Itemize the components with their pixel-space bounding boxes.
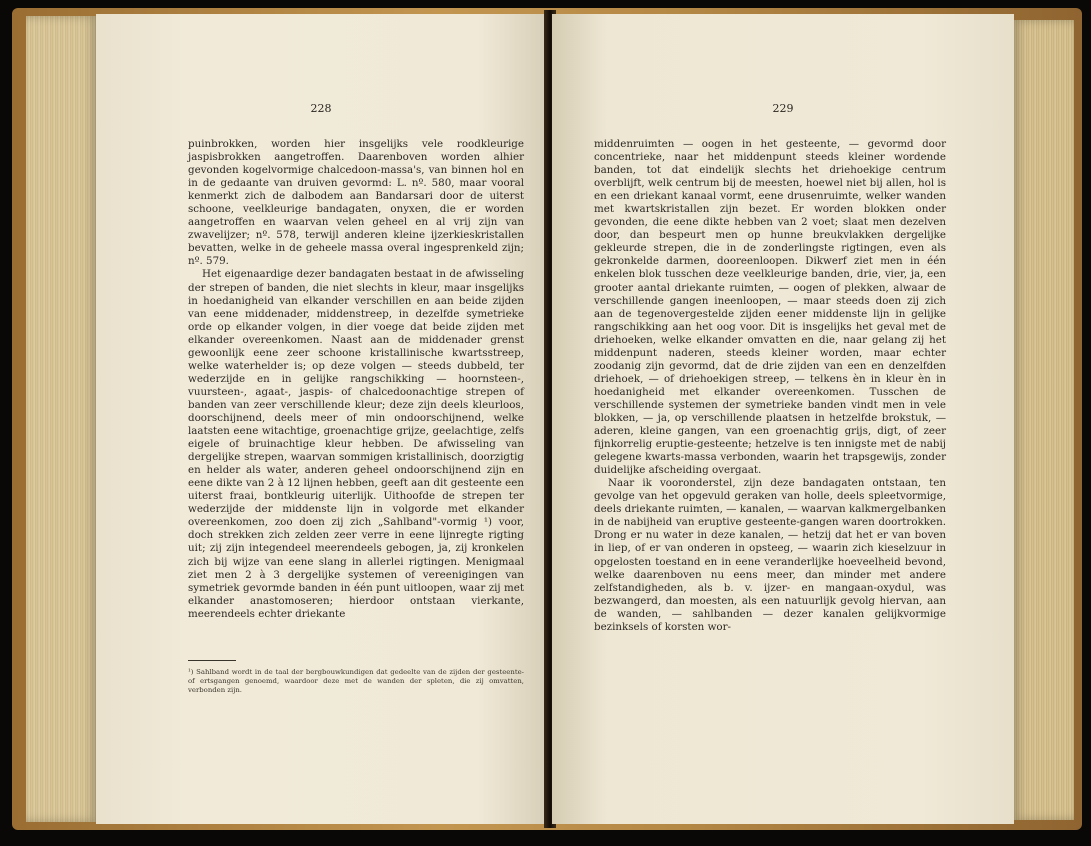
right-page xyxy=(552,14,1014,824)
left-page xyxy=(96,14,546,824)
footnote-rule xyxy=(188,660,236,661)
left-page-text xyxy=(188,138,524,621)
page-number-right: 229 xyxy=(772,102,794,115)
left-paragraph-2: Het eigenaardige dezer bandagaten bestaat in de afwisseling der strepen of banden, die niet slechts in kleur, maar insgelijks in hoedanigheid van elkander verschillen en aan beide zijden van eene middenader, middenstreep, in dezelfde symetrieke orde op elkander volgen, in dier voege dat beide zijden met elkander overeenkomen. Naast aan de middenader grenst gewoonlijk eene zeer schoone kristallinische kwartsstreep, welke waterhelder is; op deze volgen — steeds dubbeld, ter wederzijde en in gelijke rangschikking — hoornsteen-, vuursteen-, agaat-, jaspis- of chalcedoonachtige strepen of banden van zeer verschillende kleur; deze zijn deels kleurloos, doorschijnend, deels meer of min ondoorschijnend, welke laatsten eene witachtige, groenachtige grijze, geelachtige, zelfs eigele of bruinachtige kleur hebben. De afwisseling van dergelijke strepen, waarvan sommigen kristallinisch, doorzigtig en helder als water, anderen geheel ondoorschijnend zijn en eene dikte van 2 à 12 lijnen hebben, geeft aan dit gesteente een uiterst fraai, bontkleurig uiterlijk. Uithoofde de strepen ter wederzijde der middenste lijn in volgorde met elkander overeenkomen, zoo doen zij zich „Sahlband"-vormig ¹) voor, doch strekken zich zelden zeer verre in eene lijnregte rigting uit; zij zijn integendeel meerendeels gebogen, ja, zij kronkelen zich bij wijze van eene slang in allerlei rigtingen. Menigmaal ziet men 2 à 3 dergelijke systemen of vereenigingen van symetriek gevormde banden in één punt uitloopen, waar zij met elkander anastomoseren; hierdoor ontstaan vierkante, meerendeels echter driekante xyxy=(188,268,524,620)
page-edges-left xyxy=(26,16,98,822)
left-paragraph-1: puinbrokken, worden hier insgelijks vele roodkleurige jaspisbrokken aangetroffen. Daarenboven worden alhier gevonden kogelvormige chalcedoon-massa's, van binnen hol en in de gedaante van druiven gevormd: L. nº. 580, maar vooral kenmerkt zich de dalbodem aan Bandarsari door de uiterst schoone, veelkleurige bandagaten, onyxen, die er worden aangetroffen en waarvan velen geheel en al vrij zijn van zwavelijzer; nº. 578, terwijl anderen kleine ijzerkieskristallen bevatten, welke in de geheele massa overal ingesprenkeld zijn; nº. 579. xyxy=(188,138,524,268)
page-number-left: 228 xyxy=(310,102,332,115)
page-edges-right xyxy=(1012,20,1074,820)
footnote: ¹) Sahlband wordt in de taal der bergbouwkundigen dat gedeelte van de zijden der gesteente- of ertsgangen genoemd, waardoor deze met de wanden der spleten, die zij omvatten, verbonden zijn. xyxy=(188,668,524,694)
right-paragraph-2: Naar ik vooronderstel, zijn deze bandagaten ontstaan, ten gevolge van het opgevuld geraken van holle, deels spleetvormige, deels driekante ruimten, — kanalen, — waarvan kalkmergelbanken in de nabijheid van eruptive gesteente-gangen waren doortrokken. Drong er nu water in deze kanalen, — hetzij dat het er van boven in liep, of er van onderen in opsteeg, — waarin zich kieselzuur in opgelosten toestand en in eene veranderlijke hoeveelheid bevond, welke daarenboven nu eens meer, dan minder met andere zelfstandigheden, als b. v. ijzer- en mangaan-oxydul, was bezwangerd, dan moesten, als een natuurlijk gevolg hiervan, aan de wanden, — sahlbanden — dezer kanalen gelijkvormige bezinksels of korsten wor- xyxy=(594,477,946,633)
right-paragraph-1: middenruimten — oogen in het gesteente, — gevormd door concentrieke, naar het middenpunt steeds kleiner wordende banden, tot dat eindelijk slechts het driehoekige centrum overblijft, welk centrum bij de meesten, hoewel niet bij allen, hol is en een driekant kanaal vormt, eene drusenruimte, welker wanden met kwartskristallen zijn bezet. Er worden blokken onder gevonden, die eene dikte hebben van 2 voet; slaat men dezelven door, dan bespeurt men op hunne breukvlakken dergelijke gekleurde strepen, die in de zonderlingste rigtingen, even als gekronkelde darmen, dooreenloopen. Dikwerf ziet men in één enkelen blok tusschen deze veelkleurige banden, drie, vier, ja, een grooter aantal driekante ruimten, — oogen of plekken, alwaar de verschillende gangen ineenloopen, — maar steeds doen zij zich aan de tegenovergestelde zijden eener middenste lijn in gelijke rangschikking aan het oog voor. Dit is insgelijks het geval met de driehoeken, welke elkander omvatten en die, naar gelang zij het middenpunt naderen, steeds kleiner worden, maar echter zoodanig zijn gevormd, dat de drie zijden van een en denzelfden driehoek, — of driehoekigen streep, — telkens èn in kleur èn in hoedanigheid met elkander overeenkomen. Tusschen de verschillende systemen der symetrieke banden vindt men in vele blokken, — ja, op verschillende plaatsen in hetzelfde brokstuk, — aderen, kleine gangen, van een groenachtig grijs, digt, of zeer fijnkorrelig eruptie-gesteente; hetzelve is ten innigste met de nabij gelegene kwarts-massa verbonden, waarin het trapsgewijs, zonder duidelijke afscheiding overgaat. xyxy=(594,138,946,477)
right-page-text xyxy=(594,138,946,634)
